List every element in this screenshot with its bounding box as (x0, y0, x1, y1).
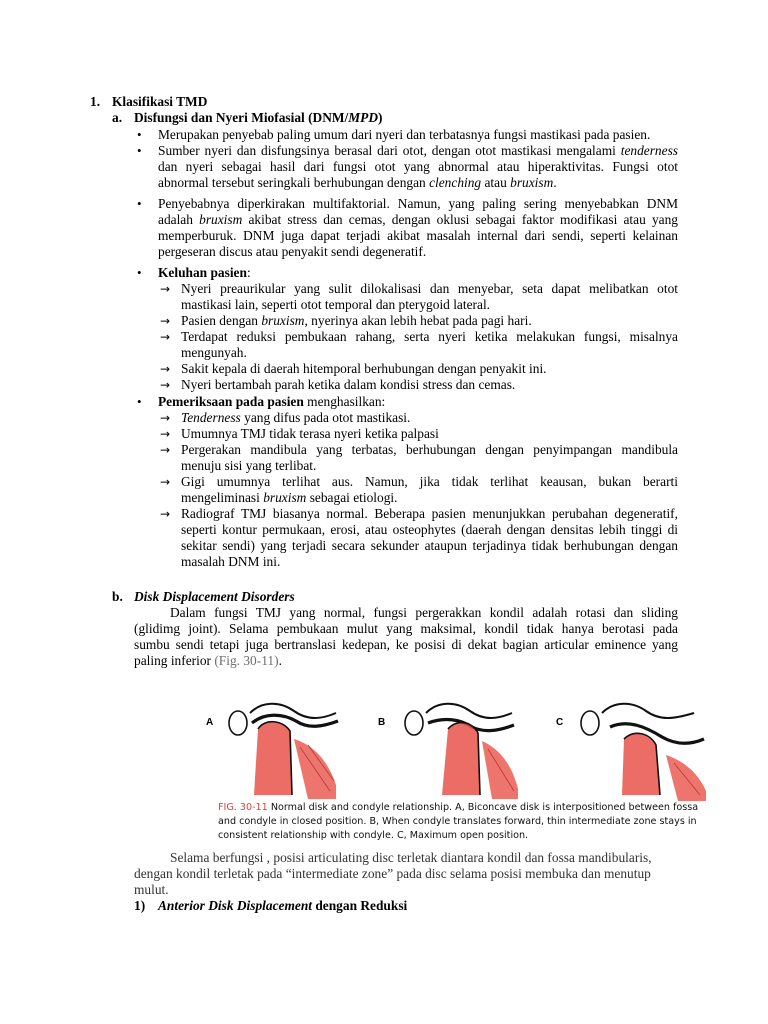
bullet-1-text: Merupakan penyebab paling umum dari nyeri dan terbatasnya fungsi mastikasi pada pasien. (158, 127, 651, 142)
figure-reference-link[interactable]: (Fig. 30-11) (214, 653, 279, 668)
keluhan-item-1-line-1: Nyeri preaurikular yang sulit dilokalisasi dan menyebar, seta dapat melibatkan otot (181, 281, 678, 296)
arrow-icon: → (160, 475, 171, 489)
pemeriksaan-item-5-line-1: Radiograf TMJ biasanya normal. Beberapa pasien menunjukkan perubahan degeneratif, (181, 506, 678, 521)
panel-a-diagram (206, 704, 338, 799)
section-b-para-line-3: sumbu sendi tetapi juga bertranslasi kedepan, ke posisi di dekat bagian articular eminence yang (134, 637, 678, 652)
section-a-label: a. (112, 110, 123, 125)
arrow-icon: → (160, 330, 171, 344)
keluhan-item-1-line-2: mastikasi lain, seperti otot temporal dan pterygoid lateral. (181, 297, 491, 312)
bullet-2-line-2: dan nyeri sebagai hasil dari fungsi otot yang abnormal atau hiperaktivitas. Fungsi otot (158, 159, 678, 174)
bullet-3-line-3: memperburuk. DNM juga dapat terjadi akibat masalah internal dari sendi, seperti kelainan (158, 228, 678, 243)
heading-number: 1. (90, 94, 101, 109)
pemeriksaan-item-4-line-2: mengeliminasi bruxism sebagai etiologi. (181, 490, 398, 505)
section-a-title: Disfungsi dan Nyeri Miofasial (DNM/MPD) (134, 110, 383, 125)
keluhan-item-3-line-1: Terdapat reduksi pembukaan rahang, serta nyeri ketika melakukan fungsi, misalnya (181, 329, 678, 344)
pemeriksaan-item-5-line-4: masalah DNM ini. (181, 554, 281, 569)
pemeriksaan-title: Pemeriksaan pada pasien menghasilkan: (158, 394, 386, 409)
panel-label-a: A (206, 717, 214, 728)
section-b-label: b. (112, 589, 123, 604)
bullet-icon: • (137, 394, 142, 409)
bullet-icon: • (137, 143, 142, 158)
arrow-icon: → (160, 427, 171, 441)
pemeriksaan-item-3-line-1: Pergerakan mandibula yang terbatas, berhubungan dengan penyimpangan mandibula (181, 442, 678, 457)
pemeriksaan-item-5-line-2: seperti kontur permukaan, erosi, atau osteophytes (daerah dengan densitas lebih tinggi di (181, 522, 678, 537)
keluhan-title: Keluhan pasien: (158, 265, 251, 280)
arrow-icon: → (160, 282, 171, 296)
bullet-2-line-1: Sumber nyeri dan disfungsinya berasal dari otot, dengan otot mastikasi mengalami tenderness (158, 143, 678, 158)
pemeriksaan-item-1: Tenderness yang difus pada otot mastikasi. (181, 410, 411, 425)
section-b-para-line-1: Dalam fungsi TMJ yang normal, fungsi pergerakkan kondil adalah rotasi dan sliding (170, 605, 678, 620)
keluhan-item-5: Nyeri bertambah parah ketika dalam kondisi stress dan cemas. (181, 377, 516, 392)
muscle-shape (482, 741, 518, 799)
condyle-shape (442, 723, 480, 795)
pemeriksaan-item-4-line-1: Gigi umumnya terlihat aus. Namun, jika tidak terlihat keausan, bukan berarti (181, 474, 678, 489)
keluhan-item-4: Sakit kepala di daerah hitemporal berhubungan dengan penyakit ini. (181, 361, 547, 376)
fig-30-11-illustration (204, 699, 708, 801)
pemeriksaan-item-2: Umumnya TMJ tidak terasa nyeri ketika palpasi (181, 426, 439, 441)
bullet-icon: • (137, 127, 142, 142)
bullet-icon: • (137, 196, 142, 211)
panel-label-b: B (378, 717, 386, 728)
bullet-icon: • (137, 265, 142, 280)
arrow-icon: → (160, 443, 171, 457)
closing-para-line-3: mulut. (134, 882, 169, 897)
section-b-title: Disk Displacement Disorders (134, 589, 295, 604)
panel-b-diagram (378, 704, 518, 799)
subsection-number: 1) (134, 898, 146, 913)
heading-title: Klasifikasi TMD (112, 94, 208, 109)
arrow-icon: → (160, 378, 171, 392)
arrow-icon: → (160, 362, 171, 376)
figure-caption-line-3: consistent relationship with condyle. C, Maximum open position. (218, 830, 529, 841)
figure-caption-line-2: and condyle in closed position. B, When condyle translates forward, thin intermediate zone stays in (218, 816, 697, 827)
arrow-icon: → (160, 314, 171, 328)
bullet-3-line-1: Penyebabnya diperkirakan multifaktorial. Namun, yang paling sering menyebabkan DNM (158, 196, 678, 211)
section-b-para-line-2: (glidimg joint). Selama pembukaan mulut yang maksimal, kondil tidak hanya berotasi pada (134, 621, 678, 636)
arrow-icon: → (160, 411, 171, 425)
bullet-3-line-4: pergeseran discus atau penyakit sendi degeneratif. (158, 244, 427, 259)
panel-label-c: C (556, 717, 564, 728)
closing-para-line-2: dengan kondil terletak pada “intermediate zone” pada disc selama posisi membuka dan menutup (134, 866, 651, 881)
pemeriksaan-item-3-line-2: menuju sisi yang terlibat. (181, 458, 317, 473)
arrow-icon: → (160, 507, 171, 521)
figure-caption-line-1: FIG. 30-11 Normal disk and condyle relationship. A, Biconcave disk is interpositioned between fossa (218, 802, 699, 813)
keluhan-item-3-line-2: mengunyah. (181, 345, 247, 360)
bullet-3-line-2: adalah bruxism akibat stress dan cemas, dengan oklusi sebagai faktor modifikasi atau yang (158, 212, 678, 227)
keluhan-item-2: Pasien dengan bruxism, nyerinya akan lebih hebat pada pagi hari. (181, 313, 532, 328)
subsection-title: Anterior Disk Displacement dengan Reduksi (158, 898, 408, 913)
closing-para-line-1: Selama berfungsi , posisi articulating disc terletak diantara kondil dan fossa mandibularis, (170, 850, 652, 865)
panel-c-diagram (556, 704, 706, 801)
bullet-2-line-3: abnormal tersebut seringkali berhubungan dengan clenching atau bruxism. (158, 175, 557, 190)
pemeriksaan-item-5-line-3: sekitar sendi) yang terjadi secara sekunder ataupun terjadinya tidak berhubungan dengan (181, 538, 678, 553)
condyle-shape (254, 722, 292, 795)
section-b-para-line-4: paling inferior (Fig. 30-11). (134, 653, 282, 668)
